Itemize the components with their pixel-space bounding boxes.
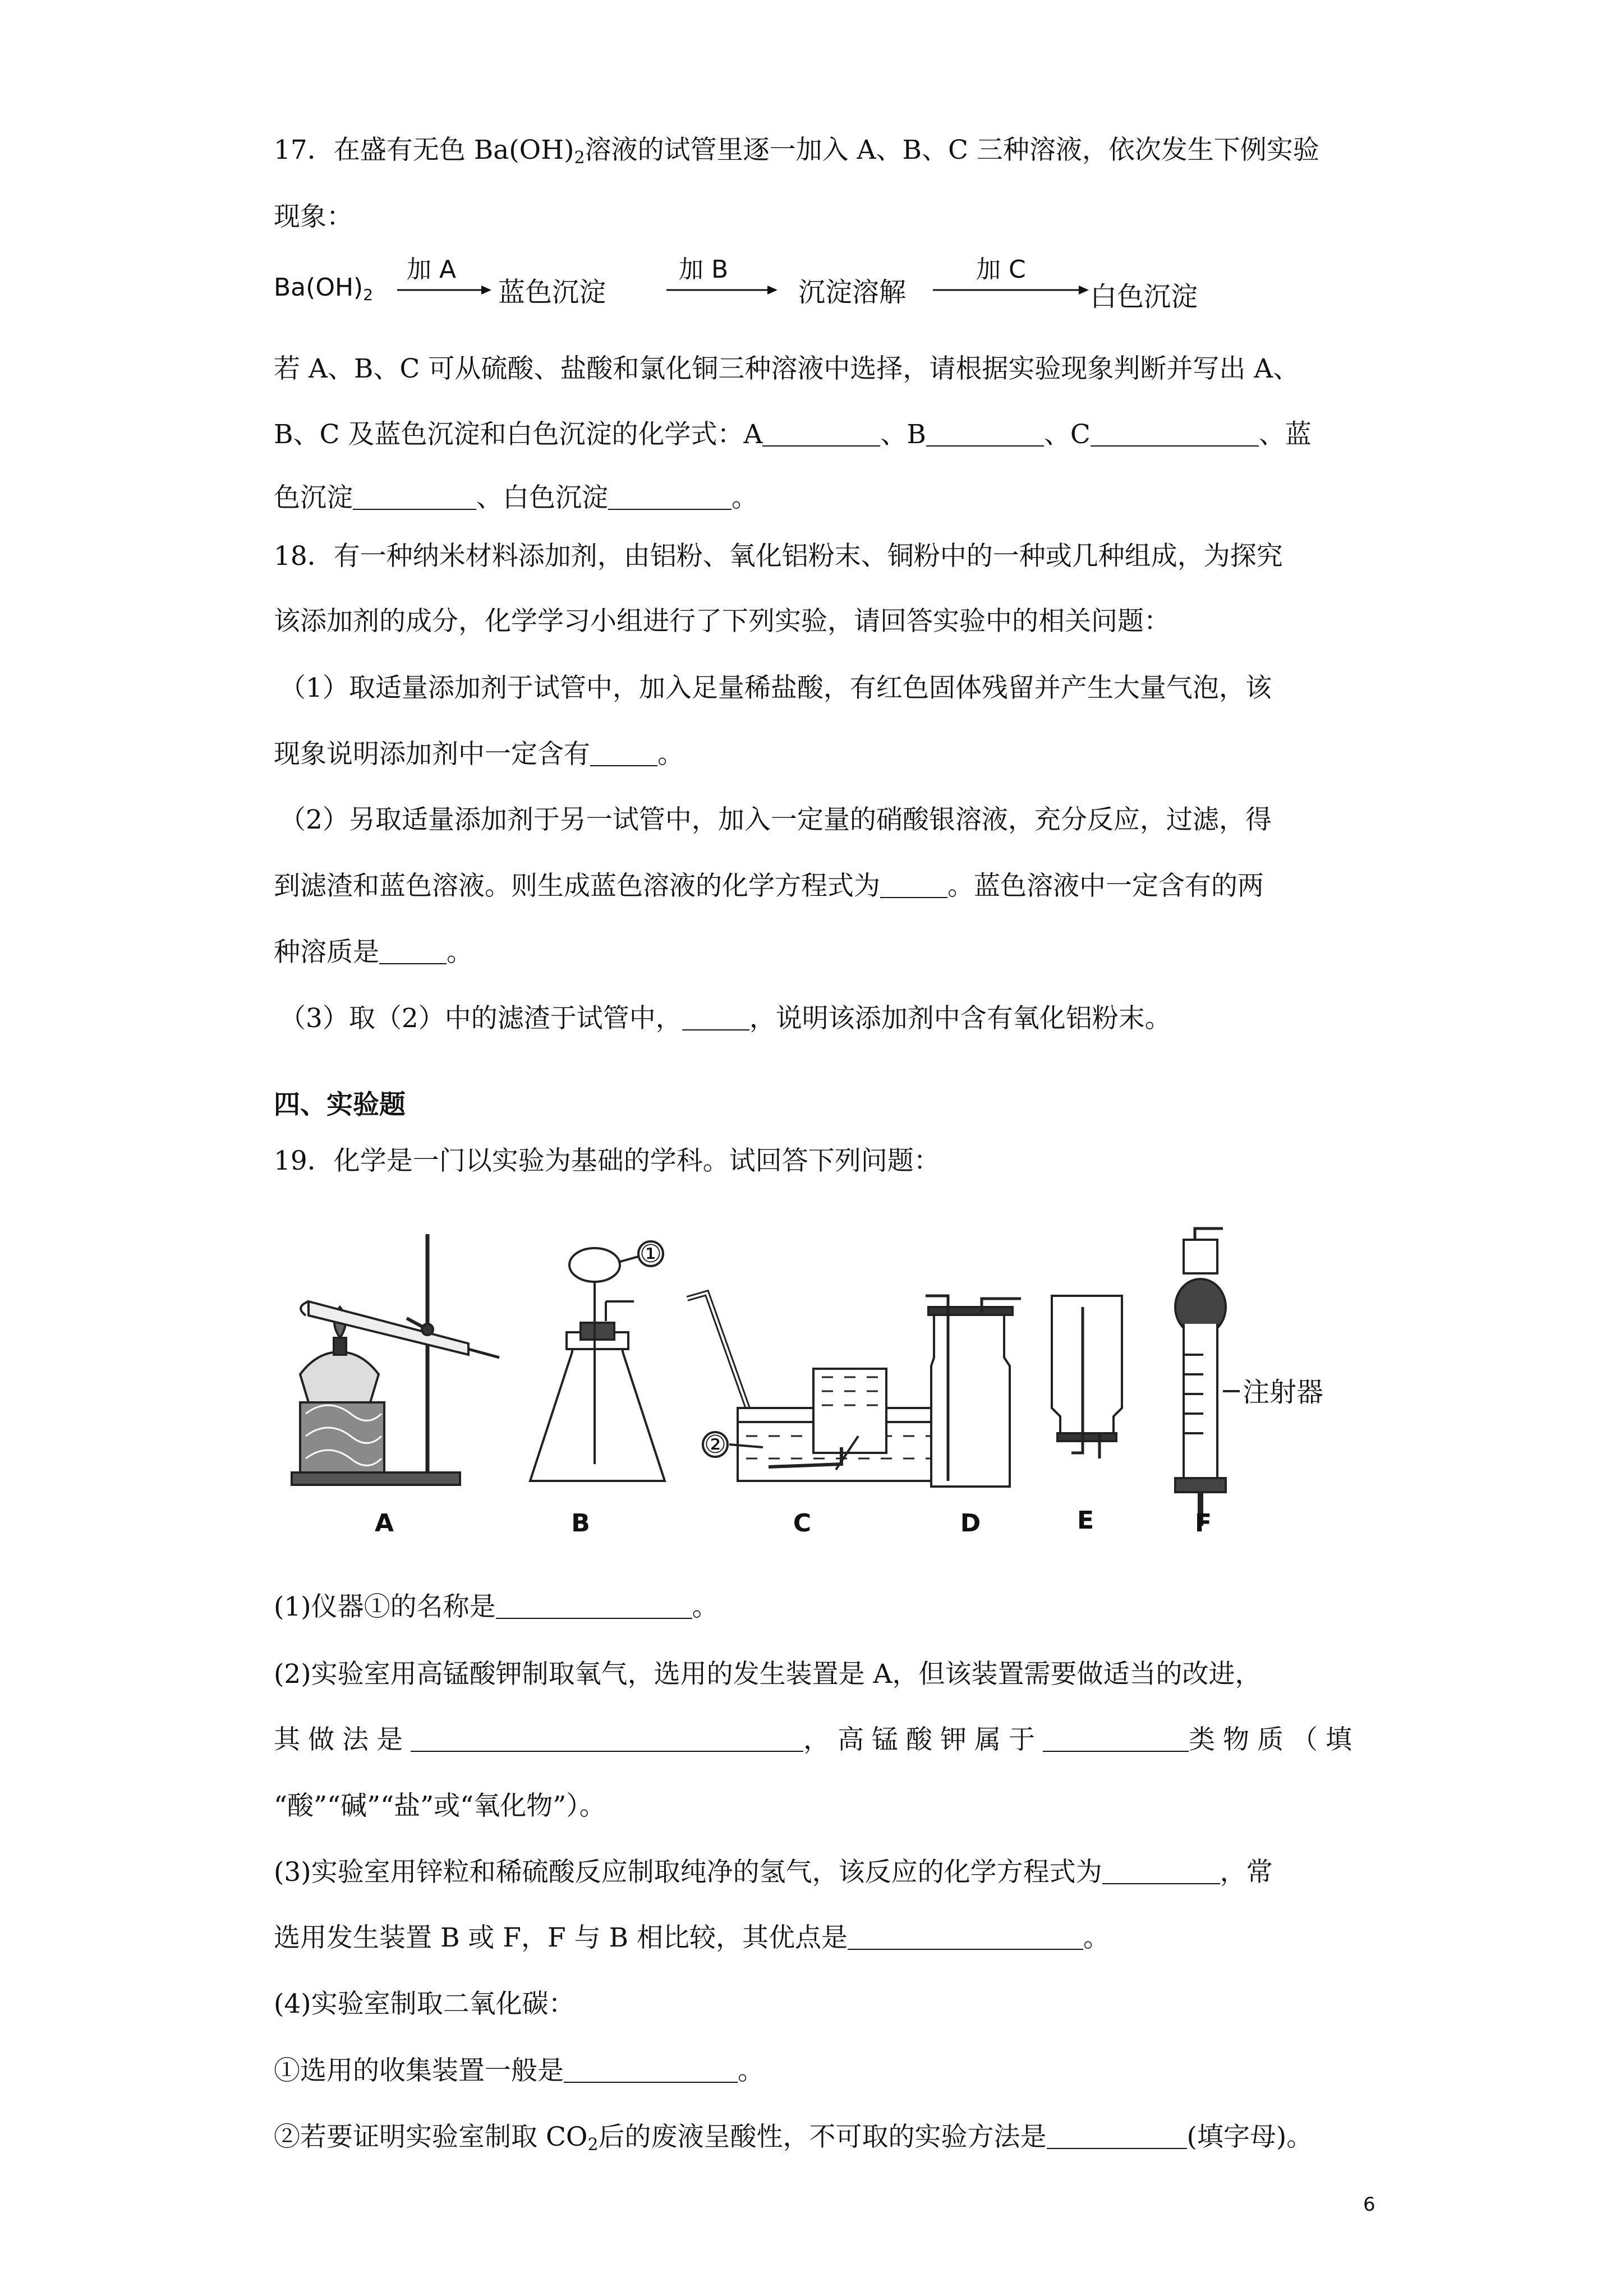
apparatus-b xyxy=(530,1241,665,1481)
q19-part-2-line-2: 其做法是 ，高锰酸钾属于 类物质（填 xyxy=(274,1724,1360,1755)
scheme-arrow-2-label: 加 B xyxy=(679,255,729,284)
q18-part-1-line-1: （1）取适量添加剂于试管中，加入足量稀盐酸，有红色固体残留并产生大量气泡，该 xyxy=(279,673,1272,703)
q18-line-1: 18．有一种纳米材料添加剂，由铝粉、氧化铝粉末、铜粉中的一种或几种组成，为探究 xyxy=(274,541,1283,572)
scheme-arrow-3-label: 加 C xyxy=(976,255,1026,284)
figure-label-b: B xyxy=(571,1509,590,1537)
page-number: 6 xyxy=(1363,2193,1375,2216)
scheme-product-1: 蓝色沉淀 xyxy=(498,277,606,308)
answer-blank-c[interactable] xyxy=(1091,421,1259,447)
scheme-start: Ba(OH)2 xyxy=(274,273,374,304)
marker-2: ② xyxy=(704,1430,726,1459)
answer-blank-q19-2a[interactable] xyxy=(411,1726,803,1752)
answer-blank-q18-1[interactable] xyxy=(590,740,657,766)
syringe-label: 注射器 xyxy=(1243,1377,1324,1408)
answer-blank-b[interactable] xyxy=(926,421,1044,447)
apparatus-figure xyxy=(275,1223,1341,1537)
section-heading: 四、实验题 xyxy=(274,1089,406,1120)
answer-blank-white-precipitate[interactable] xyxy=(608,484,732,510)
answer-blank-q19-4-2[interactable] xyxy=(1047,2123,1187,2149)
q19-part-4: (4)实验室制取二氧化碳： xyxy=(274,1989,575,2019)
answer-blank-q19-3a[interactable] xyxy=(1102,1858,1220,1884)
scheme-product-3: 白色沉淀 xyxy=(1090,281,1198,312)
scheme-arrow-1-label: 加 A xyxy=(407,255,457,284)
q19-part-4-2: ②若要证明实验室制取 $CO_2$后的废液呈酸性，不可取的实验方法是 (填字母)。 xyxy=(274,2122,1313,2155)
q19-part-2-line-3: “酸”“碱”“盐”或“氧化物”）。 xyxy=(274,1791,606,1821)
q17-line-4: B、C 及蓝色沉淀和白色沉淀的化学式：A 、B 、C 、蓝 xyxy=(274,419,1312,450)
q19-part-3-line-1: (3)实验室用锌粒和稀硫酸反应制取纯净的氢气，该反应的化学方程式为 ，常 xyxy=(274,1857,1273,1888)
figure-label-f: F xyxy=(1194,1509,1212,1537)
answer-blank-q19-4-1[interactable] xyxy=(564,2057,738,2083)
q19-part-3-line-2: 选用发生装置 B 或 F，F 与 B 相比较，其优点是 。 xyxy=(274,1922,1110,1953)
answer-blank-q19-1[interactable] xyxy=(496,1593,692,1619)
q18-line-2: 该添加剂的成分，化学学习小组进行了下列实验，请回答实验中的相关问题： xyxy=(274,606,1170,637)
apparatus-f xyxy=(1175,1228,1240,1526)
figure-label-d: D xyxy=(960,1509,981,1537)
q18-part-2-line-3: 种溶质是 。 xyxy=(274,937,473,968)
answer-blank-blue-precipitate[interactable] xyxy=(353,484,476,510)
apparatus-d xyxy=(926,1296,1021,1487)
reaction-scheme xyxy=(274,255,1227,323)
q17-line-2: 现象： xyxy=(274,201,353,232)
answer-blank-q18-2b[interactable] xyxy=(379,938,447,964)
answer-blank-q18-2a[interactable] xyxy=(880,872,947,898)
q19-part-4-1: ①选用的收集装置一般是 。 xyxy=(274,2055,764,2086)
apparatus-a xyxy=(292,1234,499,1485)
q18-part-2-line-1: （2）另取适量添加剂于另一试管中，加入一定量的硝酸银溶液，充分反应，过滤，得 xyxy=(279,804,1272,835)
answer-blank-q19-3b[interactable] xyxy=(848,1924,1083,1950)
apparatus-c xyxy=(687,1293,956,1481)
answer-blank-q19-2b[interactable] xyxy=(1043,1726,1189,1752)
figure-label-a: A xyxy=(374,1509,394,1537)
q17-line-3: 若 A、B、C 可从硫酸、盐酸和氯化铜三种溶液中选择，请根据实验现象判断并写出 A、 xyxy=(274,353,1300,384)
q18-part-3: （3）取（2）中的滤渣于试管中， ，说明该添加剂中含有氧化铝粉末。 xyxy=(279,1003,1171,1034)
figure-label-e: E xyxy=(1076,1506,1094,1535)
answer-blank-q18-3[interactable] xyxy=(682,1005,749,1030)
marker-1: ① xyxy=(640,1240,662,1268)
apparatus-e xyxy=(1052,1296,1122,1458)
q19-part-1: (1)仪器①的名称是 。 xyxy=(274,1591,719,1622)
q17-line-5: 色沉淀 、白色沉淀 。 xyxy=(274,482,758,513)
figure-label-c: C xyxy=(793,1509,812,1537)
answer-blank-a[interactable] xyxy=(762,421,880,447)
q19-line-1: 19．化学是一门以实验为基础的学科。试回答下列问题： xyxy=(274,1145,940,1176)
scheme-product-2: 沉淀溶解 xyxy=(798,277,907,308)
q17-line-1: 17．在盛有无色 $Ba(OH)_2$溶液的试管里逐一加入 A、B、C 三种溶液，依次发生下例实验 xyxy=(274,135,1319,168)
q18-part-1-line-2: 现象说明添加剂中一定含有 。 xyxy=(274,739,684,770)
q18-part-2-line-2: 到滤渣和蓝色溶液。则生成蓝色溶液的化学方程式为 。蓝色溶液中一定含有的两 xyxy=(274,871,1264,901)
q19-part-2-line-1: (2)实验室用高锰酸钾制取氧气，选用的发生装置是 A，但该装置需要做适当的改进， xyxy=(274,1659,1262,1690)
